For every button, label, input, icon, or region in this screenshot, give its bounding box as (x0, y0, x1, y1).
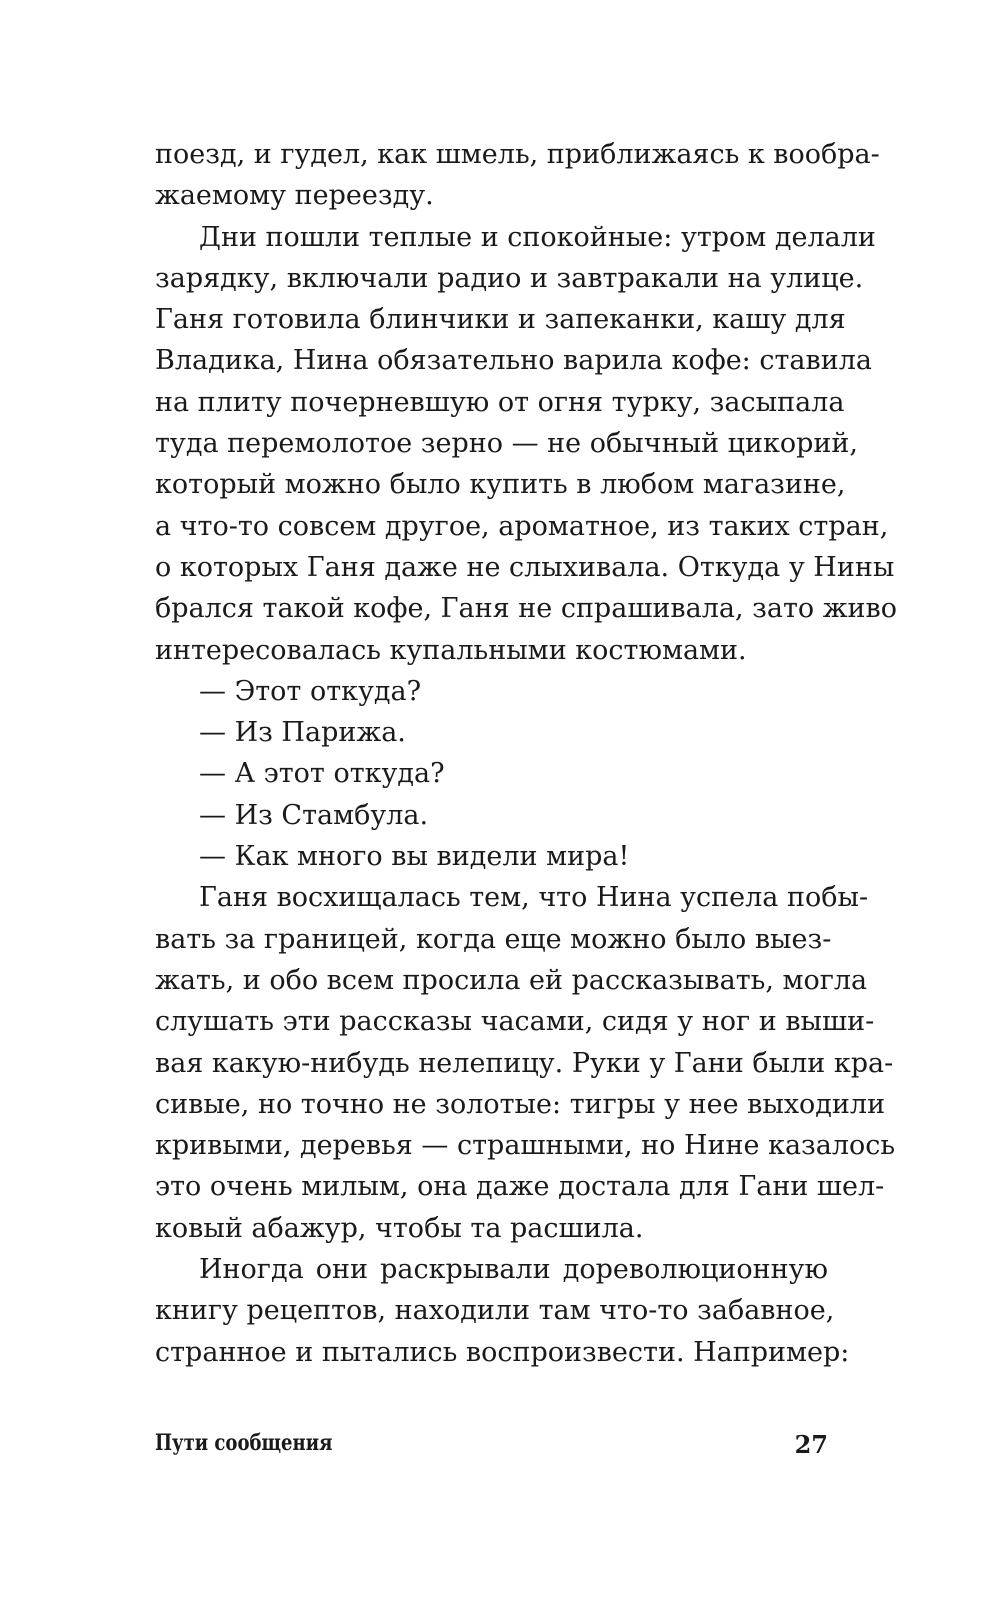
text-line: а что-то совсем другое, ароматное, из таких стран, (155, 510, 889, 542)
text-line: кривыми, деревья — страшными, но Нине казалось (155, 1130, 896, 1162)
page-footer (155, 1430, 828, 1466)
text-line: о которых Ганя даже не слыхивала. Откуда у Нины (155, 551, 895, 583)
text-line: Ганя восхищалась тем, что Нина успела побы- (199, 882, 869, 914)
running-title: Пути сообщения (155, 1430, 333, 1456)
text-line: вать за границей, когда еще можно было выез- (155, 923, 832, 955)
text-line: вая какую-нибудь нелепицу. Руки у Гани были кра- (155, 1047, 894, 1079)
dialogue-line: — А этот откуда? (199, 758, 445, 790)
text-line: интересовалась купальными костюмами. (155, 634, 747, 666)
dialogue-line: — Из Парижа. (199, 717, 406, 749)
text-line: странное и пытались воспроизвести. Например: (155, 1336, 850, 1368)
text-line: зарядку, включали радио и завтракали на улице. (155, 262, 864, 294)
text-line: сивые, но точно не золотые: тигры у нее выходили (155, 1088, 886, 1120)
page-number: 27 (794, 1430, 828, 1459)
text-line: книгу рецептов, находили там что-то забавное, (155, 1295, 835, 1327)
text-line: поезд, и гудел, как шмель, приближаясь к вообра- (155, 139, 880, 170)
text-line: туда перемолотое зерно — не обычный цикорий, (155, 428, 859, 460)
text-line: это очень милым, она даже достала для Гани шел- (155, 1171, 885, 1203)
text-line: Дни пошли теплые и спокойные: утром делали (199, 221, 876, 253)
text-line: слушать эти рассказы часами, сидя у ног и выши- (155, 1006, 875, 1038)
text-line: на плиту почерневшую от огня турку, засыпала (155, 386, 845, 418)
text-line: жаемому переезду. (155, 180, 434, 212)
text-line: Ганя готовила блинчики и запеканки, кашу для (155, 304, 846, 336)
text-line: ковый абажур, чтобы та расшила. (155, 1212, 644, 1244)
text-line: Владика, Нина обязательно варила кофе: ставила (155, 345, 872, 377)
dialogue-line: — Этот откуда? (199, 675, 422, 707)
page-body (155, 134, 898, 1373)
text-line: который можно было купить в любом магазине, (155, 469, 846, 501)
text-line: Иногда они раскрывали дореволюционную (199, 1254, 828, 1286)
text-line: жать, и обо всем просила ей рассказывать, могла (155, 964, 868, 996)
text-line: брался такой кофе, Ганя не спрашивала, зато живо (155, 593, 898, 625)
dialogue-line: — Как много вы видели мира! (199, 841, 630, 873)
dialogue-line: — Из Стамбула. (199, 799, 429, 831)
